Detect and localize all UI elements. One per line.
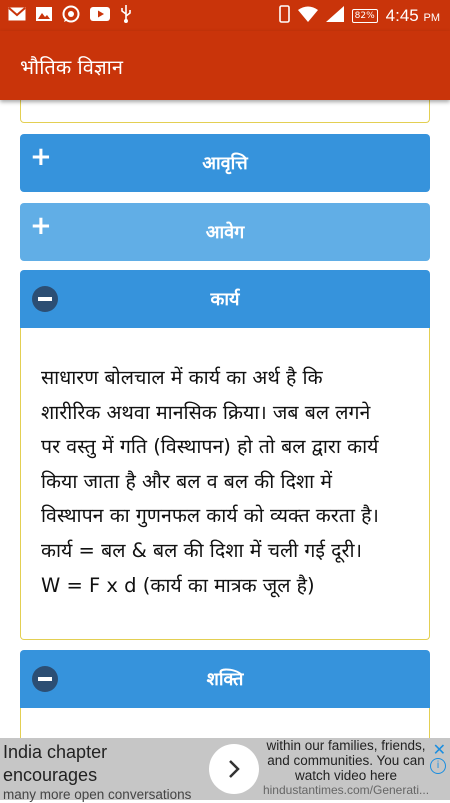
previous-panel-body — [20, 100, 430, 123]
ad-text-line: within our families, friends, — [266, 738, 426, 753]
chevron-right-icon — [225, 758, 243, 780]
ad-banner[interactable] — [0, 738, 450, 800]
ad-source: hindustantimes.com/Generati... — [262, 783, 430, 797]
plus-icon: + — [30, 211, 52, 241]
panel-title: कार्य — [210, 289, 240, 310]
app-bar — [0, 31, 450, 100]
gmail-icon — [8, 6, 26, 25]
ad-text-line: India chapter — [3, 742, 108, 762]
paragraph-line: विस्थापन का गुणनफल कार्य को व्यक्त करता है। — [41, 504, 379, 528]
youtube-icon — [90, 6, 110, 25]
panel-header-power[interactable] — [20, 650, 430, 708]
paragraph-line: साधारण बोलचाल में कार्य का अर्थ है कि — [41, 366, 323, 389]
ad-text-line: encourages — [3, 765, 98, 785]
work-description — [41, 361, 411, 603]
paragraph-line: W = F x d (कार्य का मात्रक जूल है) — [41, 573, 315, 597]
panel-body-power — [20, 708, 430, 738]
ad-headline[interactable] — [3, 741, 191, 803]
app-title: भौतिक विज्ञान — [20, 55, 123, 79]
panel-title: आवृत्ति — [202, 153, 248, 174]
usb-icon — [120, 5, 132, 27]
panel-title: आवेग — [205, 222, 245, 243]
signal-icon — [326, 6, 344, 26]
status-bar — [0, 0, 450, 31]
battery-icon: 82% — [352, 9, 378, 23]
ad-text-line: and communities. You can — [267, 753, 425, 768]
paragraph-line: पर वस्तु में गति (विस्थापन) हो तो बल द्वारा कार्य — [41, 435, 379, 459]
panel-header-frequency[interactable] — [20, 134, 430, 192]
panel-header-work[interactable] — [20, 270, 430, 328]
paragraph-line: शारीरिक अथवा मानसिक क्रिया। जब बल लगने — [41, 400, 371, 424]
paragraph-line: कार्य = बल & बल की दिशा में चली गई दूरी। — [41, 538, 362, 562]
ad-text-line: watch video here — [294, 768, 398, 783]
panel-body-work — [20, 328, 430, 640]
wifi-icon — [298, 6, 318, 26]
paragraph-line: किया जाता है और बल व बल की दिशा में — [41, 469, 333, 493]
minus-icon — [32, 666, 58, 692]
minus-icon — [32, 286, 58, 312]
accordion-list[interactable] — [0, 100, 450, 738]
panel-title: शक्ति — [206, 669, 244, 690]
close-icon[interactable]: ✕ — [432, 740, 446, 759]
panel-header-impulse[interactable] — [20, 203, 430, 261]
image-icon — [36, 6, 52, 25]
whatsapp-icon — [62, 5, 80, 27]
status-time: 4:45 PM — [385, 5, 440, 25]
plus-icon: + — [30, 142, 52, 172]
info-icon[interactable]: i — [430, 758, 446, 774]
ad-description[interactable] — [262, 738, 430, 798]
ad-text-line: many more open conversations — [3, 787, 192, 802]
ad-open-button[interactable] — [209, 744, 259, 794]
phone-icon — [279, 5, 290, 27]
